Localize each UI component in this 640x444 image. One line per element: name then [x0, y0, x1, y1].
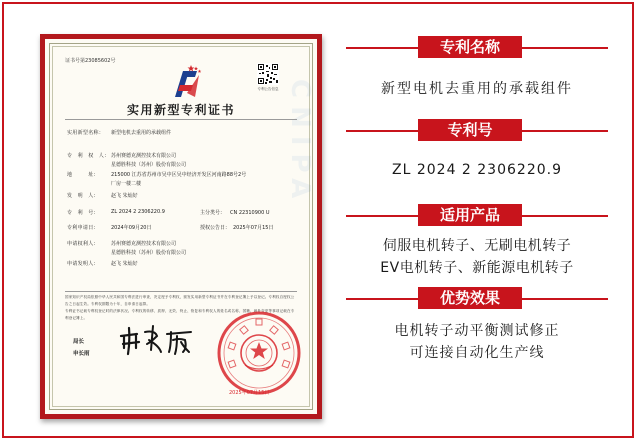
patent-number-text: ZL 2024 2 2306220.9: [392, 162, 562, 178]
holder-value-1: 苏州赛德克测控技术有限公司: [111, 153, 177, 159]
filing-date-value: 2024年09月20日: [111, 225, 152, 231]
inventor-label: 发 明 人：: [67, 193, 99, 199]
address-label: 地 址：: [67, 172, 99, 178]
class-label: 主分类号：: [200, 210, 226, 216]
grant-date-value: 2025年07月15日: [233, 225, 274, 231]
seal-date: 2025年07月15日: [229, 390, 270, 396]
patent-name-badge: 专利名称: [418, 36, 522, 58]
address-value-2: 厂房一楼二楼: [111, 181, 142, 187]
director-signature-icon: [115, 322, 195, 358]
name-value: 新型电机去重用的承载组件: [111, 130, 172, 136]
footer-note: 国家知识产权局依照中华人民共和国专利法进行审查，决定授予专利权，颁发实用新型专利证书并在专利登记簿上予以登记。专利权自授权公告之日起生效。专利权期限为十年，自申请日起算。: [65, 295, 295, 306]
official-seal-icon: [215, 309, 303, 397]
advantage-line-2: 可连接自动化生产线: [409, 345, 545, 361]
cnipa-emblem-icon: [169, 63, 203, 103]
applicant-value-1: 苏州赛德克测控技术有限公司: [111, 241, 177, 247]
patent-number-value: ZL 2024 2 2306220.9: [111, 209, 165, 215]
application-line-2: EV电机转子、新能源电机转子: [380, 260, 574, 276]
holder-value-2: 星德胜科技（苏州）股份有限公司: [111, 162, 187, 168]
applicant-inventor-label: 申请发明人：: [67, 261, 99, 267]
qr-code-icon: [257, 63, 279, 85]
footer-note-2: 专利证书记载专利权登记时的法律状况。专利权的转移、质押、无效、终止、恢复和专利权人的姓名或名称、国籍、地址变更等事项记载在专利登记簿上。: [65, 309, 295, 320]
certificate-paper: [45, 39, 317, 414]
class-value: CN 22310900 U: [230, 210, 270, 216]
filing-date-label: 专利申请日：: [67, 225, 99, 231]
advantage-line-1: 电机转子动平衡测试修正: [394, 323, 560, 339]
name-label: 实用新型名称：: [67, 130, 105, 136]
director-name: 申长雨: [73, 351, 90, 357]
director-title: 局长: [73, 339, 85, 345]
application-line-1: 伺服电机转子、无刷电机转子: [382, 238, 572, 254]
applicant-value-2: 星德胜科技（苏州）股份有限公司: [111, 250, 187, 256]
address-value-1: 215000 江苏省苏州市吴中区吴中经济开发区河南路88号2号: [111, 172, 247, 178]
patent-certificate: [40, 34, 322, 419]
grant-date-label: 授权公告日：: [200, 225, 231, 231]
certificate-number: 证书号第23085602号: [65, 58, 116, 64]
footer-rule: [65, 291, 297, 292]
application-badge: 适用产品: [418, 204, 522, 226]
patent-number-label: 专 利 号：: [67, 210, 99, 216]
applicant-label: 申请权利人：: [67, 241, 99, 247]
patent-number-badge: 专利号: [418, 119, 522, 141]
certificate-title: 实用新型专利证书: [126, 103, 235, 117]
title-rule: [65, 119, 297, 120]
advantage-badge: 优势效果: [418, 287, 522, 309]
qr-label: 专利公告信息: [257, 87, 279, 91]
holder-label: 专 利 权 人：: [67, 153, 110, 159]
certificate-watermark: CNIPA: [285, 79, 315, 207]
patent-name-text: 新型电机去重用的承载组件: [381, 81, 573, 97]
info-panel: [346, 36, 608, 416]
applicant-inventor-value: 赵飞 朱灿好: [111, 261, 138, 267]
inventor-value: 赵飞 朱灿好: [111, 193, 138, 199]
